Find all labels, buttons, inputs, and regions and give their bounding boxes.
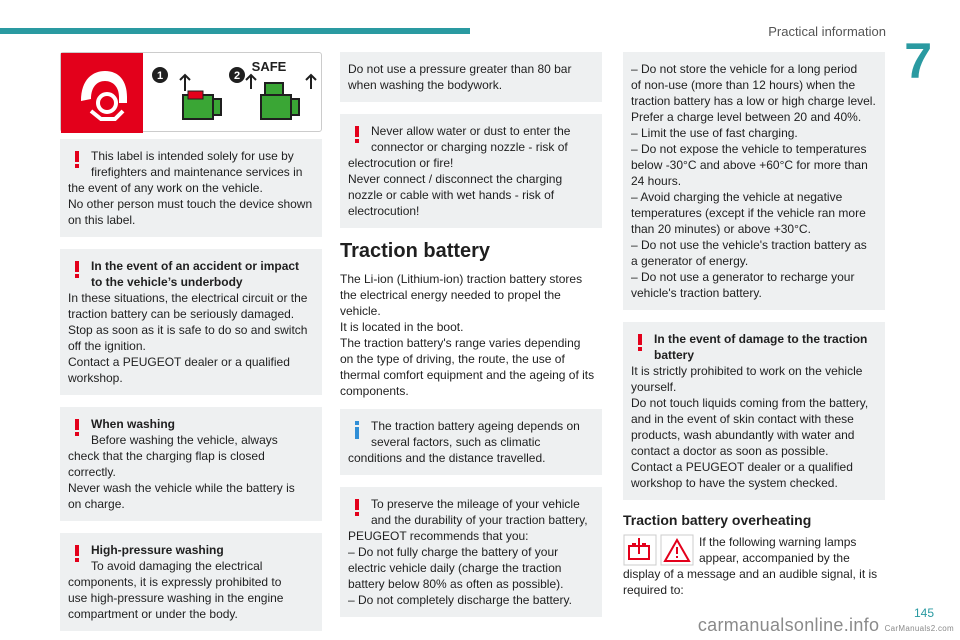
warning-firefighter-label: This label is intended solely for use by firefighters and maintenance services in the event of any work on the vehicle. No other person must touch the device shown on this label.	[60, 139, 322, 237]
battery-recommendations: – Do not store the vehicle for a long period of non-use (more than 12 hours) when the traction battery has a low or high charge level. Prefer a charge level between 20 and 40%. – Limit the use of fast charging. – Do not expose the vehicle to temperatures below -30°C and above +60°C for more than 24 hours. – Avoid charging the vehicle at negative temperatures (except if the vehicle ran more than 20 minutes) or above +30°C. – Do not use the vehicle's traction battery as a generator of energy. – Do not use a generator to recharge your vehicle's traction battery.	[623, 52, 885, 310]
firefighter-panel	[61, 53, 143, 133]
warning-battery-damage: In the event of damage to the traction battery It is strictly prohibited to work on the vehicle yourself. Do not touch liquids coming from the battery, and in the event of skin contact with these products, wash abundantly with water and contact a doctor as soon as possible. Contact a PEUGEOT dealer or a qualified workshop to have the system checked.	[623, 322, 885, 500]
warning-icon	[75, 151, 79, 167]
step-2-number: 2	[233, 70, 241, 82]
subsection-title-overheating: Traction battery overheating	[623, 512, 812, 528]
warning-high-pressure-washing: High-pressure washing To avoid damaging the electrical components, it is expressly prohibited to use high-pressure washing in the engine compartment or under the body.	[60, 533, 322, 631]
section-title-traction-battery: Traction battery	[340, 240, 491, 262]
warning-icon	[355, 126, 359, 142]
step-1-number: 1	[156, 70, 164, 82]
warning-when-washing: When washing Before washing the vehicle, always check that the charging flap is closed correctly. Never wash the vehicle while the battery is on charge.	[60, 407, 322, 521]
arrow-up-icon	[306, 75, 316, 89]
firefighter-helmet-icon	[61, 53, 143, 133]
header-accent-bar	[0, 28, 470, 34]
warning-accident-impact: In the event of an accident or impact to the vehicle’s underbody In these situations, the electrical circuit or the traction battery can be seriously damaged. Stop as soon as it is safe to do so and switch off the ignition. Contact a PEUGEOT dealer or a qualified workshop.	[60, 249, 322, 395]
warning-icon	[638, 334, 642, 350]
column-2	[340, 52, 602, 629]
warning-icon	[75, 545, 79, 561]
overheating-warning-text: If the following warning lamps appear, accompanied by the display of a message and an audible signal, it is required to:	[623, 535, 878, 597]
safe-connector-diagram	[143, 53, 323, 133]
arrow-up-icon	[246, 75, 256, 89]
watermark: carmanualsonline.info CarManuals2.com	[697, 615, 954, 635]
warning-icon	[355, 499, 359, 515]
header-title: Practical information	[768, 24, 886, 39]
warning-icon	[75, 419, 79, 435]
warning-icon	[75, 261, 79, 277]
warning-water-dust: Never allow water or dust to enter the connector or charging nozzle - risk of electrocution or fire! Never connect / disconnect the charging nozzle or cable with wet hands - risk of electrocution!	[340, 114, 602, 228]
info-icon	[355, 421, 359, 437]
warning-lamps	[623, 534, 695, 566]
safety-label-figure	[60, 52, 322, 132]
page-number: 145	[913, 606, 934, 620]
chapter-number: 7	[904, 33, 932, 89]
column-1	[60, 52, 322, 640]
warning-preserve-mileage: To preserve the mileage of your vehicle and the durability of your traction battery, PEUGEOT recommends that you: – Do not fully charge the battery of your electric vehicle daily (charge the traction battery below 80% as often as possible). – Do not completely discharge the battery.	[340, 487, 602, 617]
pressure-limit-note: Do not use a pressure greater than 80 bar when washing the bodywork.	[340, 52, 602, 102]
info-battery-ageing: The traction battery ageing depends on several factors, such as climatic conditions and the distance travelled.	[340, 409, 602, 475]
safe-label-text: SAFE	[251, 59, 287, 74]
arrow-up-icon	[180, 75, 190, 91]
traction-battery-intro: The Li-ion (Lithium-ion) traction battery stores the electrical energy needed to propel the vehicle. It is located in the boot. The traction battery's range varies depending on the type of driving, the route, the use of thermal comfort equipment and the ageing of its components.	[340, 272, 595, 398]
column-3	[623, 52, 885, 598]
